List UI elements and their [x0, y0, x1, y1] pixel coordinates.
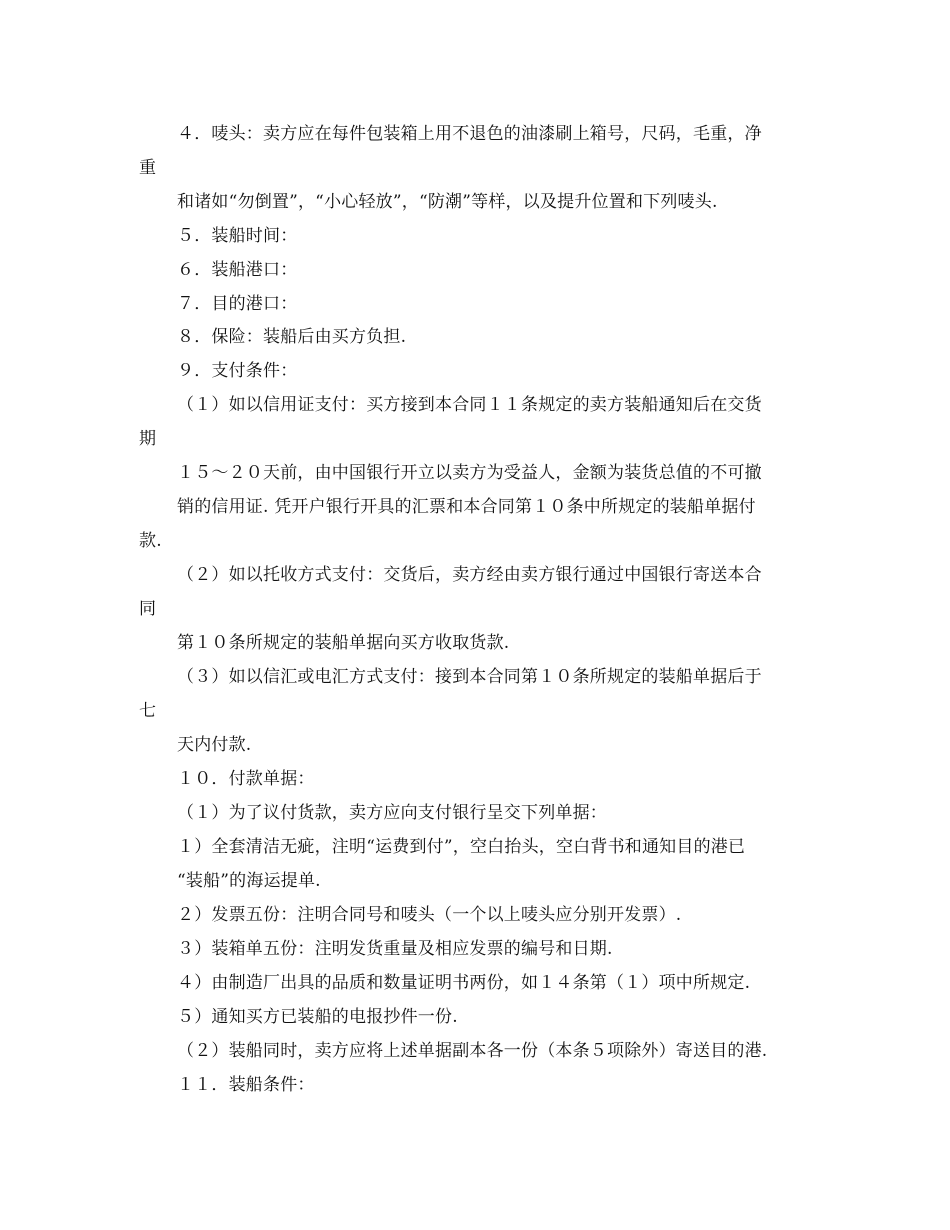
- text-line: ５．装船时间：: [177, 226, 298, 246]
- text-line: （３）如以信汇或电汇方式支付：接到本合同第１０条所规定的装船单据后于: [177, 667, 762, 687]
- text-line: ６．装船港口：: [177, 260, 298, 280]
- text-line: 七: [139, 701, 157, 721]
- text-line: ９．支付条件：: [177, 361, 298, 381]
- text-line: ４．唛头：卖方应在每件包装箱上用不退色的油漆刷上箱号，尺码，毛重，净: [177, 124, 762, 144]
- text-line: 同: [139, 599, 157, 619]
- text-line: １）全套清洁无疵，注明“运费到付”，空白抬头，空白背书和通知目的港已: [177, 837, 746, 857]
- text-line: １１．装船条件：: [177, 1075, 315, 1095]
- text-line: 款.: [139, 531, 162, 551]
- text-line: ２）发票五份：注明合同号和唛头（一个以上唛头应分别开发票）.: [177, 905, 682, 925]
- text-line: 和诸如“勿倒置”，“小心轻放”，“防潮”等样，以及提升位置和下列唛头.: [177, 192, 718, 212]
- text-line: “装船”的海运提单.: [177, 871, 321, 891]
- text-line: １０．付款单据：: [177, 769, 315, 789]
- text-line: ７．目的港口：: [177, 294, 298, 314]
- text-line: 重: [139, 158, 157, 178]
- text-line: ４）由制造厂出具的品质和数量证明书两份，如１４条第（１）项中所规定.: [177, 973, 751, 993]
- text-line: １５～２０天前，由中国银行开立以卖方为受益人，金额为装货总值的不可撤: [177, 463, 762, 483]
- text-line: （２）如以托收方式支付：交货后，卖方经由卖方银行通过中国银行寄送本合: [177, 565, 762, 585]
- text-line: （２）装船同时，卖方应将上述单据副本各一份（本条５项除外）寄送目的港.: [177, 1041, 768, 1061]
- text-line: ８．保险：装船后由买方负担.: [177, 327, 407, 347]
- text-line: 销的信用证. 凭开户银行开具的汇票和本合同第１０条中所规定的装船单据付: [177, 497, 756, 517]
- text-line: 第１０条所规定的装船单据向买方收取货款.: [177, 633, 510, 653]
- text-line: （１）如以信用证支付：买方接到本合同１１条规定的卖方装船通知后在交货: [177, 395, 762, 415]
- text-line: ５）通知买方已装船的电报抄件一份.: [177, 1007, 458, 1027]
- text-line: 期: [139, 429, 157, 449]
- text-line: 天内付款.: [177, 735, 252, 755]
- text-line: ３）装箱单五份：注明发货重量及相应发票的编号和日期.: [177, 939, 613, 959]
- text-line: （１）为了议付货款，卖方应向支付银行呈交下列单据：: [177, 803, 607, 823]
